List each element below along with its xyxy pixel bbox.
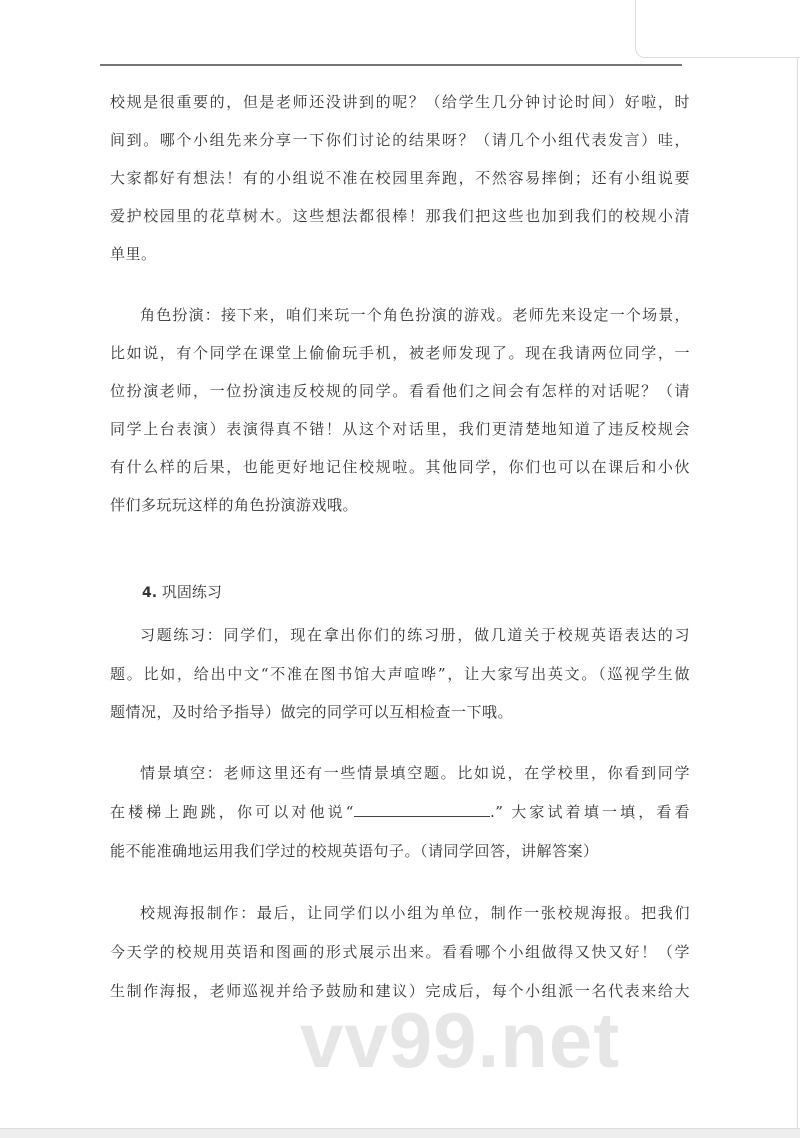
text-line: 伴们多玩玩这样的角色扮演游戏哦。: [110, 496, 359, 514]
text-line: 生制作海报，老师巡视并给予鼓励和建议）完成后，每个小组派一名代表来给大: [110, 982, 690, 1000]
text-line: 间到。哪个小组先来分享一下你们讨论的结果呀？（请几个小组代表发言）哇，: [110, 131, 690, 149]
text-segment: 在楼梯上跑跳，你可以对他说“: [110, 803, 354, 821]
text-line: 同学上台表演）表演得真不错！从这个对话里，我们更清楚地知道了违反校规会: [110, 420, 690, 438]
text-line: 角色扮演：接下来，咱们来玩一个角色扮演的游戏。老师先来设定一个场景，: [140, 306, 690, 324]
text-line: 大家都好有想法！有的小组说不准在校园里奔跑，不然容易摔倒；还有小组说要: [110, 169, 690, 187]
text-line: 校规海报制作：最后，让同学们以小组为单位，制作一张校规海报。把我们: [140, 904, 690, 922]
text-line: 比如说，有个同学在课堂上偷偷玩手机，被老师发现了。现在我请两位同学，一: [110, 344, 690, 362]
text-line: 今天学的校规用英语和图画的形式展示出来。看看哪个小组做得又快又好！（学: [110, 943, 690, 961]
fill-in-blank: [354, 802, 490, 817]
text-line: 校规是很重要的，但是老师还没讲到的呢？（给学生几分钟讨论时间）好啦，时: [110, 93, 690, 111]
page-edge: [797, 58, 798, 1130]
text-line-with-blank: [110, 802, 690, 822]
text-line: 单里。: [110, 245, 157, 263]
text-line: 题。比如，给出中文“不准在图书馆大声喧哗”，让大家写出英文。（巡视学生做: [110, 665, 690, 683]
heading-text: 巩固练习: [161, 583, 222, 601]
text-line: 位扮演老师，一位扮演违反校规的同学。看看他们之间会有怎样的对话呢？（请: [110, 382, 690, 400]
text-line: 有什么样的后果，也能更好地记住校规啦。其他同学，你们也可以在课后和小伙: [110, 458, 690, 476]
section-heading: [142, 581, 222, 602]
heading-number: 4.: [142, 585, 158, 601]
text-line: 能不能准确地运用我们学过的校规英语句子。（请同学回答，讲解答案）: [110, 842, 599, 860]
watermark: vv99.net: [300, 996, 621, 1084]
text-line: 题情况，及时给予指导）做完的同学可以互相检查一下哦。: [110, 703, 514, 721]
text-segment: .” 大家试着填一填，看看: [489, 803, 690, 821]
page-corner-panel: [635, 0, 800, 58]
text-line: 爱护校园里的花草树木。这些想法都很棒！那我们把这些也加到我们的校规小清: [110, 207, 690, 225]
header-rule: [100, 64, 682, 66]
text-line: 情景填空：老师这里还有一些情景填空题。比如说，在学校里，你看到同学: [140, 764, 690, 782]
text-line: 习题练习：同学们，现在拿出你们的练习册，做几道关于校规英语表达的习: [140, 626, 690, 644]
